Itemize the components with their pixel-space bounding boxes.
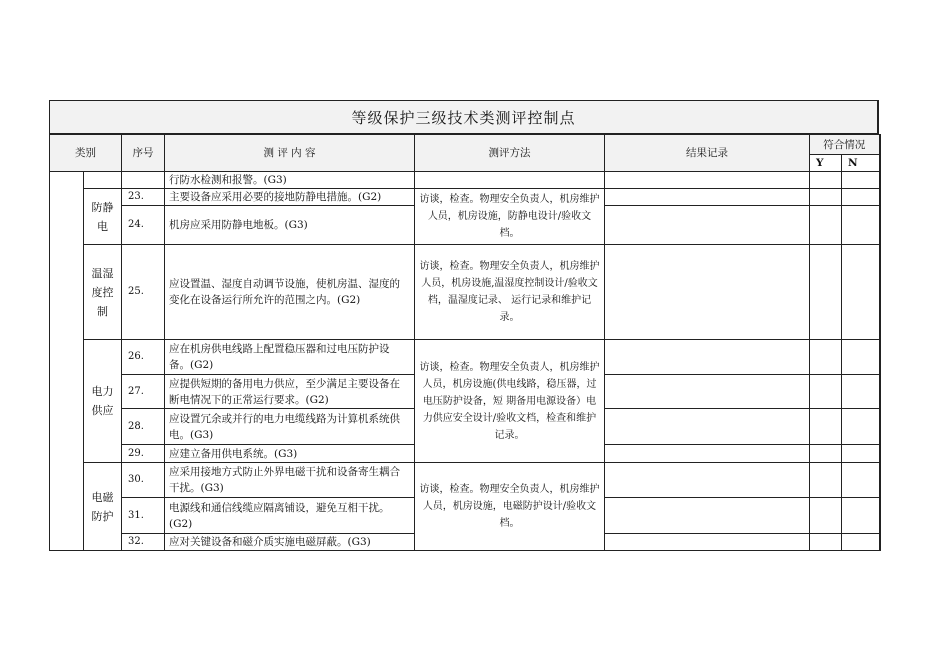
category-anti-static: 防静电 [84, 189, 122, 245]
method-cell: 访谈，检查。物理安全负责人，机房维护人员，机房设施，电磁防护设计/验收文档。 [415, 463, 605, 551]
result-cell[interactable] [605, 498, 810, 534]
header-content: 测 评 内 容 [165, 135, 415, 172]
header-y: Y [810, 155, 842, 172]
result-cell[interactable] [605, 189, 810, 206]
result-cell[interactable] [605, 245, 810, 340]
result-cell[interactable] [605, 534, 810, 551]
seq-cell: 32. [122, 534, 165, 551]
y-cell[interactable] [810, 445, 842, 463]
seq-cell: 29. [122, 445, 165, 463]
category-blank [84, 172, 122, 189]
y-cell[interactable] [810, 463, 842, 498]
table-title: 等级保护三级技术类测评控制点 [49, 100, 879, 134]
content-cell: 主要设备应采用必要的接地防静电措施。(G2) [165, 189, 415, 206]
n-cell[interactable] [842, 340, 880, 375]
header-seq: 序号 [122, 135, 165, 172]
content-cell: 应设置冗余或并行的电力电缆线路为计算机系统供电。(G3) [165, 409, 415, 445]
y-cell[interactable] [810, 498, 842, 534]
result-cell[interactable] [605, 409, 810, 445]
seq-cell: 27. [122, 375, 165, 409]
y-cell[interactable] [810, 534, 842, 551]
result-cell[interactable] [605, 375, 810, 409]
n-cell[interactable] [842, 409, 880, 445]
content-cell: 应设置温、湿度自动调节设施，使机房温、湿度的变化在设备运行所允许的范围之内。(G2) [165, 245, 415, 340]
method-cell: 访谈，检查。物理安全负责人，机房维护人员，机房设施，防静电设计/验收文档。 [415, 189, 605, 245]
result-cell[interactable] [605, 340, 810, 375]
y-cell[interactable] [810, 189, 842, 206]
seq-cell: 23. [122, 189, 165, 206]
category-temp-humidity: 温湿度控制 [84, 245, 122, 340]
content-cell: 应提供短期的备用电力供应，至少满足主要设备在断电情况下的正常运行要求。(G2) [165, 375, 415, 409]
control-points-table [49, 134, 881, 551]
seq-cell: 25. [122, 245, 165, 340]
content-cell: 电源线和通信线缆应隔离铺设，避免互相干扰。(G2) [165, 498, 415, 534]
content-cell: 应在机房供电线路上配置稳压器和过电压防护设备。(G2) [165, 340, 415, 375]
n-cell[interactable] [842, 534, 880, 551]
n-cell[interactable] [842, 189, 880, 206]
content-cell: 机房应采用防静电地板。(G3) [165, 206, 415, 245]
result-cell[interactable] [605, 206, 810, 245]
n-cell[interactable] [842, 445, 880, 463]
header-n: N [842, 155, 880, 172]
y-cell[interactable] [810, 206, 842, 245]
result-cell[interactable] [605, 463, 810, 498]
n-cell[interactable] [842, 375, 880, 409]
y-cell[interactable] [810, 172, 842, 189]
evaluation-document [49, 100, 879, 551]
category-power-supply: 电力供应 [84, 340, 122, 463]
category-em-protection: 电磁防护 [84, 463, 122, 551]
y-cell[interactable] [810, 340, 842, 375]
method-cell: 访谈，检查。物理安全负责人，机房维护人员，机房设施(供电线路，稳压器，过电压防护设备，短 期备用电源设备）电力供应安全设计/验收文档，检查和维护记录。 [415, 340, 605, 463]
header-result: 结果记录 [605, 135, 810, 172]
result-cell[interactable] [605, 172, 810, 189]
content-cell: 行防水检测和报警。(G3) [165, 172, 415, 189]
seq-cell: 28. [122, 409, 165, 445]
seq-cell: 26. [122, 340, 165, 375]
y-cell[interactable] [810, 245, 842, 340]
y-cell[interactable] [810, 409, 842, 445]
content-cell: 应对关键设备和磁介质实施电磁屏蔽。(G3) [165, 534, 415, 551]
content-cell: 应建立备用供电系统。(G3) [165, 445, 415, 463]
seq-blank [122, 172, 165, 189]
header-method: 测评方法 [415, 135, 605, 172]
n-cell[interactable] [842, 206, 880, 245]
header-compliance: 符合情况 [810, 135, 880, 155]
n-cell[interactable] [842, 245, 880, 340]
result-cell[interactable] [605, 445, 810, 463]
method-blank [415, 172, 605, 189]
method-cell: 访谈，检查。物理安全负责人，机房维护人员，机房设施,温湿度控制设计/验收文档，温湿度记录、 运行记录和维护记录。 [415, 245, 605, 340]
seq-cell: 24. [122, 206, 165, 245]
n-cell[interactable] [842, 498, 880, 534]
seq-cell: 31. [122, 498, 165, 534]
n-cell[interactable] [842, 172, 880, 189]
header-category: 类别 [50, 135, 122, 172]
content-cell: 应采用接地方式防止外界电磁干扰和设备寄生耦合干扰。(G3) [165, 463, 415, 498]
seq-cell: 30. [122, 463, 165, 498]
y-cell[interactable] [810, 375, 842, 409]
outer-category-blank [50, 172, 84, 551]
n-cell[interactable] [842, 463, 880, 498]
